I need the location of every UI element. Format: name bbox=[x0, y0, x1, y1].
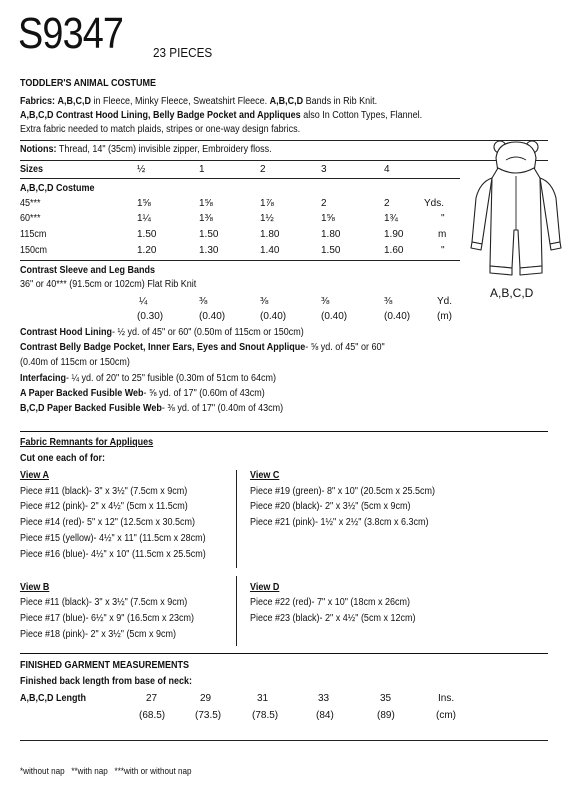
page-title: TODDLER'S ANIMAL COSTUME bbox=[20, 78, 156, 89]
yardage-cell: 1.20 bbox=[137, 245, 157, 256]
yardage-cell: 1.30 bbox=[199, 245, 219, 256]
unit-cell: " bbox=[441, 213, 445, 224]
extra-label: A Paper Backed Fusible Web bbox=[20, 388, 144, 399]
length-cm-cell: (73.5) bbox=[195, 710, 222, 721]
bands-description: 36" or 40*** (91.5cm or 102cm) Flat Rib Knit bbox=[20, 279, 197, 290]
column-divider bbox=[236, 470, 237, 568]
bands-m-cell: (0.40) bbox=[321, 311, 348, 322]
length-ins-cell: 33 bbox=[318, 693, 330, 704]
view-c-label: View C bbox=[250, 470, 280, 481]
extra-text: - ⅝ yd. of 45" or 60" bbox=[305, 342, 385, 353]
extra-line bbox=[20, 342, 385, 354]
remnant-item: Piece #16 (blue)- 4½" x 10" (11.5cm x 25.5cm) bbox=[20, 549, 206, 560]
length-ins-unit: Ins. bbox=[438, 693, 455, 704]
yardage-cell: 1.40 bbox=[260, 245, 280, 256]
yardage-cell: 1¼ bbox=[137, 213, 151, 224]
remnant-item: Piece #12 (pink)- 2" x 4½" (5cm x 11.5cm) bbox=[20, 501, 188, 512]
extra-line bbox=[20, 373, 276, 385]
view-d-label: View D bbox=[250, 582, 280, 593]
length-ins-cell: 29 bbox=[200, 693, 212, 704]
size-cell: 3 bbox=[321, 164, 327, 175]
divider bbox=[20, 140, 548, 141]
yardage-cell: 2 bbox=[384, 198, 390, 209]
length-ins-cell: 31 bbox=[257, 693, 269, 704]
yardage-cell: 1⅞ bbox=[260, 198, 274, 209]
length-ins-cell: 27 bbox=[146, 693, 158, 704]
bands-yd-cell: ¼ bbox=[139, 296, 148, 307]
remnants-subtitle: Cut one each of for: bbox=[20, 453, 106, 464]
finished-row-label: A,B,C,D Length bbox=[20, 693, 86, 704]
extra-line bbox=[20, 388, 265, 400]
remnant-item: Piece #20 (black)- 2" x 3½" (5cm x 9cm) bbox=[250, 501, 411, 512]
extra-text: - ⅜ yd. of 17" (0.40m of 43cm) bbox=[161, 403, 284, 414]
yardage-cell: 1.80 bbox=[260, 229, 280, 240]
yardage-cell: 1¾ bbox=[384, 213, 398, 224]
unit-cell: Yds. bbox=[424, 198, 445, 209]
length-cm-cell: (84) bbox=[316, 710, 334, 721]
extra-text: (0.40m of 115cm or 150cm) bbox=[20, 357, 130, 368]
length-ins-cell: 35 bbox=[380, 693, 392, 704]
costume-label: A,B,C,D Costume bbox=[20, 183, 95, 194]
bands-label: Contrast Sleeve and Leg Bands bbox=[20, 265, 156, 276]
divider bbox=[20, 160, 548, 161]
bands-yd-cell: ⅜ bbox=[260, 296, 269, 307]
row-label: 45*** bbox=[20, 198, 41, 209]
length-cm-cell: (89) bbox=[377, 710, 395, 721]
extra-text: - ½ yd. of 45" or 60" (0.50m of 115cm or 150cm) bbox=[111, 327, 304, 338]
extra-line bbox=[20, 357, 130, 369]
yardage-cell: 1.50 bbox=[199, 229, 219, 240]
costume-illustration bbox=[470, 138, 564, 280]
view-a-label: View A bbox=[20, 470, 50, 481]
remnant-item: Piece #19 (green)- 8" x 10" (20.5cm x 25.5cm) bbox=[250, 486, 435, 497]
remnant-item: Piece #23 (black)- 2" x 4½" (5cm x 12cm) bbox=[250, 613, 416, 624]
remnant-item: Piece #11 (black)- 3" x 3½" (7.5cm x 9cm) bbox=[20, 486, 188, 497]
fabrics-types: in Fleece, Minky Fleece, Sweatshirt Fleece. bbox=[91, 96, 270, 107]
extra-label: B,C,D Paper Backed Fusible Web bbox=[20, 403, 162, 414]
column-divider bbox=[236, 576, 237, 646]
yardage-cell: 1⅝ bbox=[199, 198, 213, 209]
length-cm-cell: (78.5) bbox=[252, 710, 279, 721]
remnant-item: Piece #22 (red)- 7" x 10" (18cm x 26cm) bbox=[250, 597, 410, 608]
notions-label: Notions: bbox=[20, 144, 57, 155]
view-b-label: View B bbox=[20, 582, 50, 593]
bands-m-unit: (m) bbox=[437, 311, 452, 322]
bands-m-cell: (0.40) bbox=[199, 311, 226, 322]
unit-cell: m bbox=[438, 229, 447, 240]
yardage-cell: 1⅝ bbox=[137, 198, 151, 209]
remnant-item: Piece #17 (blue)- 6½" x 9" (16.5cm x 23cm) bbox=[20, 613, 194, 624]
yardage-cell: 1⅜ bbox=[199, 213, 213, 224]
fabrics-views-2: A,B,C,D bbox=[269, 96, 304, 107]
unit-cell: " bbox=[441, 245, 445, 256]
size-cell: ½ bbox=[137, 164, 146, 175]
yardage-cell: 1.80 bbox=[321, 229, 341, 240]
yardage-cell: 1.60 bbox=[384, 245, 404, 256]
fabrics-line-1 bbox=[20, 96, 377, 108]
length-cm-unit: (cm) bbox=[436, 710, 456, 721]
extra-text: - ¼ yd. of 20" to 25" fusible (0.30m of 51cm to 64cm) bbox=[66, 373, 277, 384]
sizes-label: Sizes bbox=[20, 164, 44, 175]
size-cell: 2 bbox=[260, 164, 266, 175]
bands-yd-unit: Yd. bbox=[437, 296, 453, 307]
yardage-cell: 1.50 bbox=[137, 229, 157, 240]
bands-m-cell: (0.30) bbox=[137, 311, 164, 322]
bands-m-cell: (0.40) bbox=[260, 311, 287, 322]
row-label: 115cm bbox=[20, 229, 47, 240]
extra-label: Contrast Belly Badge Pocket, Inner Ears, Eyes and Snout Applique bbox=[20, 342, 306, 353]
extra-text: - ⅝ yd. of 17" (0.60m of 43cm) bbox=[143, 388, 265, 399]
fabrics-label: Fabrics: bbox=[20, 96, 56, 107]
extra-line bbox=[20, 327, 304, 339]
pieces-count: 23 PIECES bbox=[153, 45, 213, 60]
bands-yd-cell: ⅜ bbox=[321, 296, 330, 307]
finished-title: FINISHED GARMENT MEASUREMENTS bbox=[20, 660, 190, 671]
illustration-label: A,B,C,D bbox=[490, 286, 534, 300]
yardage-cell: 1.90 bbox=[384, 229, 404, 240]
fabrics-contrast: A,B,C,D Contrast Hood Lining, Belly Badge Pocket and Appliques bbox=[20, 110, 301, 121]
length-cm-cell: (68.5) bbox=[139, 710, 166, 721]
remnant-item: Piece #18 (pink)- 2" x 3½" (5cm x 9cm) bbox=[20, 629, 176, 640]
remnant-item: Piece #15 (yellow)- 4½" x 11" (11.5cm x 28cm) bbox=[20, 533, 206, 544]
size-cell: 4 bbox=[384, 164, 390, 175]
extra-label: Interfacing bbox=[20, 373, 67, 384]
bands-yd-cell: ⅜ bbox=[199, 296, 208, 307]
notions-line bbox=[20, 144, 272, 156]
extra-label: Contrast Hood Lining bbox=[20, 327, 112, 338]
pattern-number: S9347 bbox=[18, 9, 124, 58]
remnant-item: Piece #14 (red)- 5" x 12" (12.5cm x 30.5cm) bbox=[20, 517, 195, 528]
extra-line bbox=[20, 403, 283, 415]
fabrics-line-3: Extra fabric needed to match plaids, stripes or one-way design fabrics. bbox=[20, 124, 301, 135]
yardage-cell: 1⅝ bbox=[321, 213, 335, 224]
remnants-title: Fabric Remnants for Appliques bbox=[20, 437, 154, 448]
bands-yd-cell: ⅜ bbox=[384, 296, 393, 307]
fabrics-contrast-types: also In Cotton Types, Flannel. bbox=[300, 110, 423, 121]
row-label: 150cm bbox=[20, 245, 48, 256]
fabrics-bands: Bands in Rib Knit. bbox=[303, 96, 378, 107]
fabrics-line-2 bbox=[20, 110, 422, 122]
size-cell: 1 bbox=[199, 164, 205, 175]
footnote: *without nap **with nap ***with or without nap bbox=[20, 766, 192, 776]
remnant-item: Piece #21 (pink)- 1½" x 2½" (3.8cm x 6.3cm) bbox=[250, 517, 429, 528]
divider bbox=[20, 260, 460, 261]
yardage-cell: 1.50 bbox=[321, 245, 341, 256]
notions-text: Thread, 14" (35cm) invisible zipper, Embroidery floss. bbox=[56, 144, 272, 155]
remnant-item: Piece #11 (black)- 3" x 3½" (7.5cm x 9cm) bbox=[20, 597, 188, 608]
finished-subtitle: Finished back length from base of neck: bbox=[20, 676, 193, 687]
divider bbox=[20, 653, 548, 654]
divider bbox=[20, 740, 548, 741]
row-label: 60*** bbox=[20, 213, 41, 224]
divider bbox=[20, 178, 460, 179]
divider bbox=[20, 431, 548, 432]
yardage-cell: 2 bbox=[321, 198, 327, 209]
bands-m-cell: (0.40) bbox=[384, 311, 411, 322]
fabrics-views: A,B,C,D bbox=[57, 96, 92, 107]
yardage-cell: 1½ bbox=[260, 213, 274, 224]
